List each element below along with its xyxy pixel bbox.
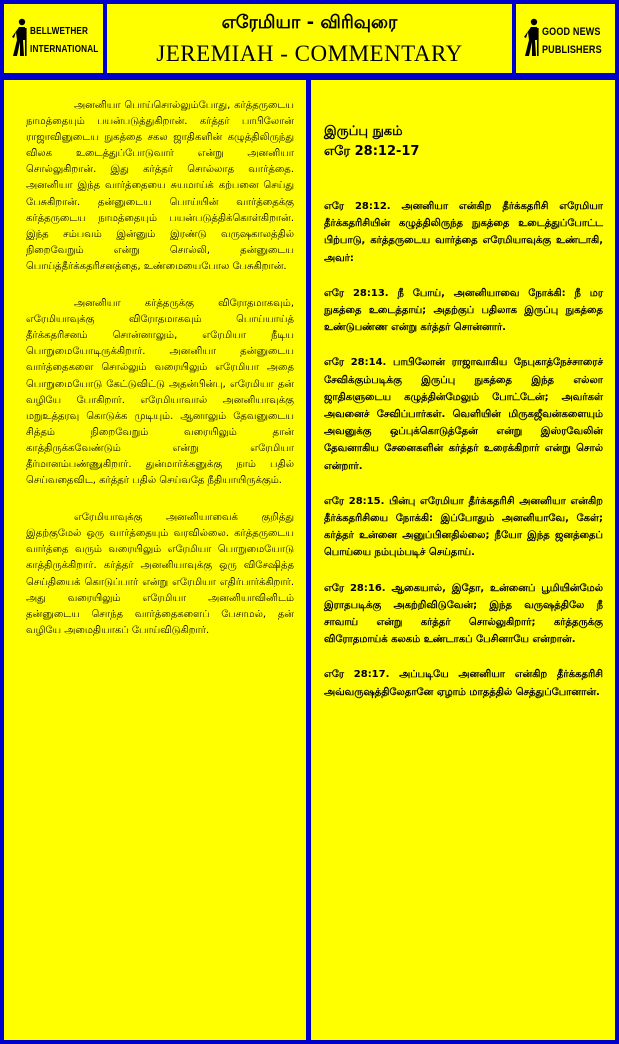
verse-paragraph: எரே 28:16. ஆகையால், இதோ, உன்னைப் பூமியின்மேல் இராதபடிக்கு அகற்றிவிடுவேன்; இந்த வருஷத்திலே நீ சாவாய் என்று கர்த்தர் சொல்லுகிறார்; கர்த்தருக்கு விரோதமாய்க் கலகம் உண்டாகப் பேசினாயே என்றான். <box>324 582 603 646</box>
section-heading-title: இருப்பு நுகம் <box>324 124 403 139</box>
logo-text-line2: INTERNATIONAL <box>30 44 99 55</box>
verse-paragraph: எரே 28:12. அனனியா என்கிற தீர்க்கதரிசி எரேமியா தீர்க்கதரிசியின் கழுத்திலிருந்த நுகத்தை உடைத்துப்போட்ட பிற்பாடு, கர்த்தருடைய வார்த்தை எரேமியாவுக்கு உண்டாகி, அவர்: <box>324 201 603 264</box>
bellwether-logo <box>4 4 103 73</box>
section-heading <box>324 122 603 162</box>
page-title-tamil: எரேமியா - விரிவுரை <box>221 12 398 33</box>
logo-text-line2: PUBLISHERS <box>542 44 602 56</box>
page-title-english: JEREMIAH - COMMENTARY <box>156 41 463 66</box>
header-title-panel <box>107 4 512 73</box>
scripture-column <box>311 80 615 1040</box>
good-news-logo-panel <box>516 4 615 73</box>
verse-paragraph: எரே 28:17. அப்படியே அனனியா என்கிற தீர்க்கதரிசி அவ்வருஷத்திலேதானே ஏழாம் மாதத்தில் செத்துப்போனான். <box>324 669 603 698</box>
bellwether-logo-panel <box>4 4 103 73</box>
man-walking-icon <box>12 18 30 58</box>
verse-paragraph: எரே 28:14. பாபிலோன் ராஜாவாகிய நேபுகாத்நேச்சாரைச் சேவிக்கும்படிக்கு இருப்பு நுகத்தை இந்த எல்லா ஜாதிகளுடைய கழுத்தின்மேலும் போட்டேன்; அவர்கள் அவனைச் சேவிப்பார்கள். வெளியின் மிருகஜீவன்களையும் அவனுக்கு ஒப்புக்கொடுத்தேன் என்று இஸ்ரவேலின் தேவனாகிய சேனைகளின் கர்த்தர் உரைக்கிறார் என்று சொல் என்றார். <box>324 357 603 472</box>
commentary-paragraph: அனனியா பொய்சொல்லும்போது, கர்த்தருடைய நாமத்தையும் பயன்படுத்துகிறான். கர்த்தர் பாபிலோன் ராஜாவினுடைய நுகத்தை சகல ஜாதிகளின் கழுத்திலிருந்து விலக உடைத்துப்போடுவார் என்று அனனியா சொல்லுகிறான். இது கர்த்தர் சொல்லாத வார்த்தை. அனனியா இந்த வார்த்தையை சுயமாய்க் கற்பனை செய்து பேசுகிறான். தன்னுடைய பொய்யின் வார்த்தைக்கு கர்த்தருடைய நாமத்தையும் பயன்படுத்திக்கொள்கிறான். இந்த சம்பவம் இன்னும் இரண்டு வருஷகாலத்தில் நிறைவேறும் என்று சொல்லி, தன்னுடைய பொய்த்தீர்க்கதரிசனத்தை, உண்மையைபோல பேசுகிறான். <box>26 100 294 272</box>
section-heading-reference: எரே 28:12-17 <box>324 144 420 159</box>
verse-paragraph: எரே 28:13. நீ போய், அனனியாவை நோக்கி: நீ மர நுகத்தை உடைத்தாய்; அதற்குப் பதிலாக இருப்பு நுகத்தை உண்டுபண்ண என்று கர்த்தர் சொன்னார். <box>324 287 603 334</box>
commentary-paragraph: எரேமியாவுக்கு அனனியாவைக் குறித்து இதற்குமேல் ஒரு வார்த்தையும் வரவில்லை. கர்த்தருடைய வார்த்தை வரும் வரையிலும் எரேமியா பொறுமையோடு காத்திருக்கிறார். கர்த்தர் அனனியாவுக்கு ஒரு விசேஷித்த செய்தியைக் கொடுப்பார் என்று எரேமியா எதிர்பார்க்கிறார். அது வரையிலும் எரேமியா அனனியாவினிடம் தன்னுடைய சொந்த வார்த்தைகளைப் பேசாமல், தன் வழியே அமைதியாகப் போய்விடுகிறார். <box>26 512 294 636</box>
logo-text-line1: BELLWETHER <box>30 26 89 37</box>
verse-paragraph: எரே 28:15. பின்பு எரேமியா தீர்க்கதரிசி அனனியா என்கிற தீர்க்கதரிசியை நோக்கி: இப்போதும் அனனியாவே, கேள்; கர்த்தர் உன்னை அனுப்பினதில்லை; நீயோ இந்த ஜனத்தைப் பொய்யை நம்பும்படிச் செய்தாய். <box>324 495 603 559</box>
man-walking-icon <box>524 18 542 58</box>
commentary-paragraph: அனனியா கர்த்தருக்கு விரோதமாகவும், எரேமியாவுக்கு விரோதமாகவும் பொய்யாய்த் தீர்க்கதரிசனம் சொன்னாலும், எரேமியா நீடிய பொறுமையோடிருக்கிறார். அனனியா தன்னுடைய வார்த்தைகளை சொல்லும் வரையிலும் எரேமியா அதை பொறுமையோடு கேட்டுவிட்டு அதன்பின்பு, எரேமியா தன் வழியே போகிறார். எரேமியாவால் அனனியாவுக்கு மறுஉத்தரவு கொடுக்க முடியும். ஆனாலும் தேவனுடைய சித்தம் நிறைவேறும் வரையிலும் தான் காத்திருக்கவேண்டும் என்று எரேமியா தீர்மானம்பண்ணுகிறார். துன்மார்க்கனுக்கு நாம் பதில் செய்வதைவிட, கர்த்தர் பதில் செய்வதே நீதியாயிருக்கும். <box>26 298 294 487</box>
commentary-column <box>4 80 306 1040</box>
good-news-logo <box>516 4 615 73</box>
logo-text-line1: GOOD NEWS <box>542 26 601 38</box>
